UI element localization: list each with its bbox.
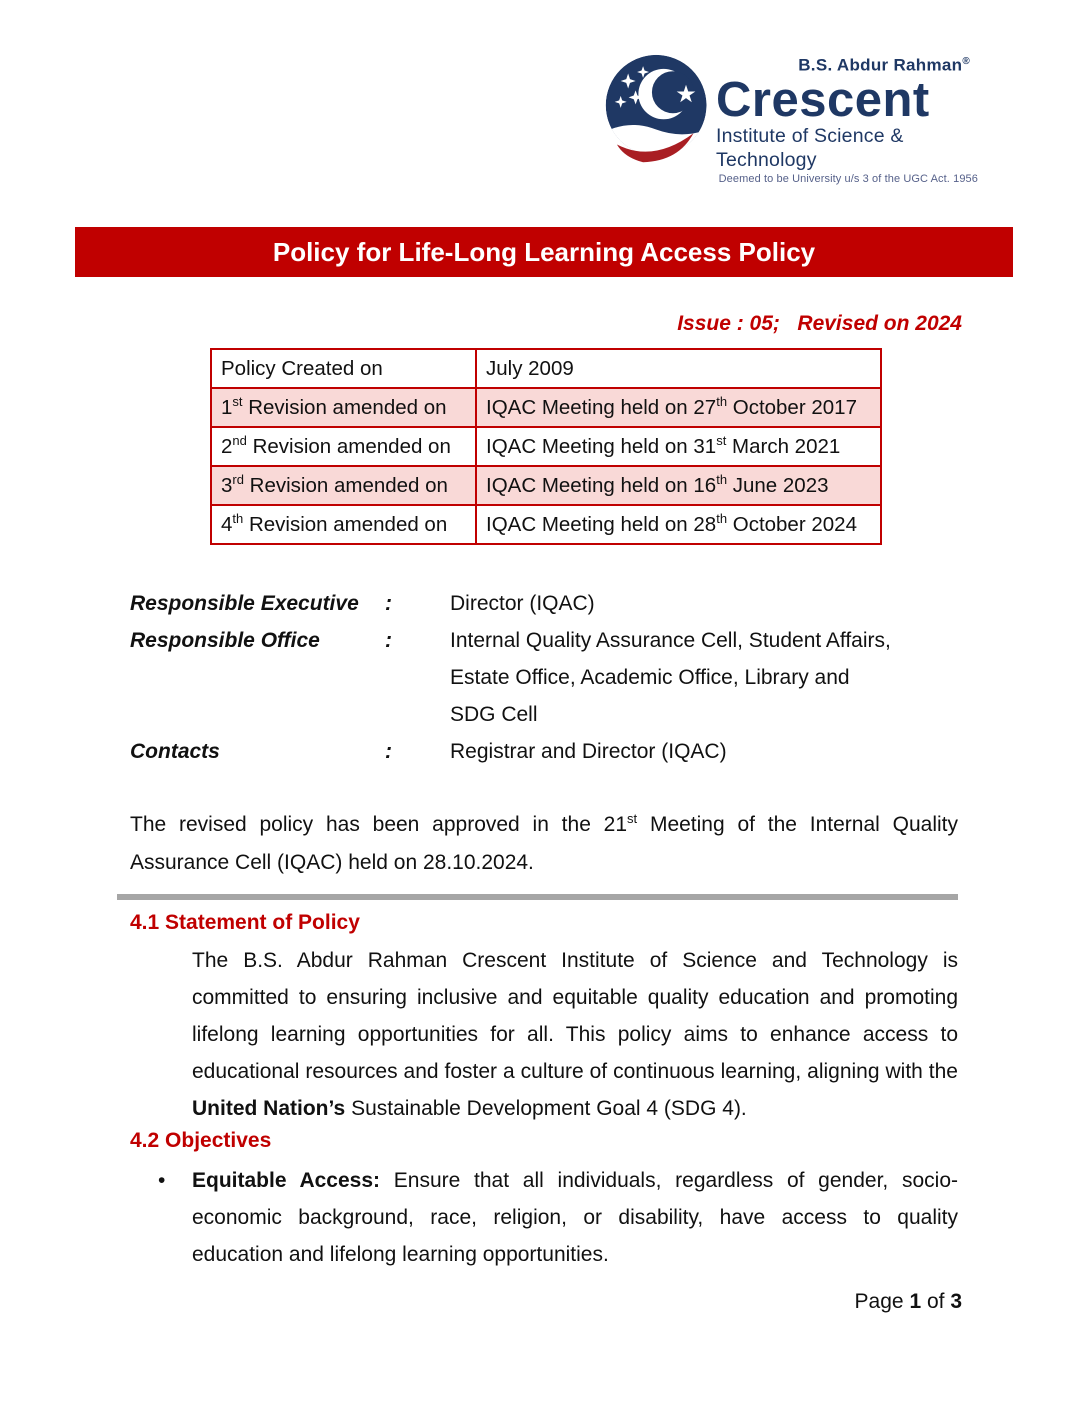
- brand-small-text: B.S. Abdur Rahman: [798, 55, 963, 75]
- footer-page-total: 3: [950, 1290, 962, 1313]
- revision-value-cell: [476, 349, 881, 388]
- cell-text: IQAC Meeting held on 16: [486, 473, 717, 497]
- cell-superscript: st: [232, 393, 243, 409]
- revision-value-cell: [476, 505, 881, 544]
- cell-text: 3: [221, 473, 233, 497]
- cell-text: 1: [221, 395, 233, 419]
- cell-text: October 2024: [727, 512, 857, 536]
- cell-superscript: st: [716, 432, 727, 448]
- footer-text: Page: [854, 1290, 910, 1313]
- cell-text: Revision amended on: [242, 395, 447, 419]
- bullet-lead-text: Equitable Access:: [192, 1169, 381, 1192]
- brand-small-title: [716, 52, 978, 76]
- brand-tagline: Deemed to be University u/s 3 of the UGC Act. 1956: [718, 172, 978, 185]
- institute-logo: [602, 52, 978, 186]
- revision-label-cell: [211, 349, 476, 388]
- table-row: [211, 349, 881, 388]
- cell-text: March 2021: [726, 434, 841, 458]
- cell-superscript: th: [716, 393, 728, 409]
- bullet-marker: •: [158, 1169, 166, 1192]
- revision-value-cell: [476, 388, 881, 427]
- revision-value-cell: [476, 427, 881, 466]
- cell-superscript: th: [232, 510, 244, 526]
- brand-subtitle: Institute of Science & Technology: [716, 124, 904, 171]
- issue-revision-line: Issue : 05; Revised on 2024: [677, 312, 962, 335]
- paragraph-text: Sustainable Development Goal 4 (SDG 4).: [345, 1097, 747, 1120]
- cell-text: 2: [221, 434, 233, 458]
- paragraph-text: The B.S. Abdur Rahman Crescent Institute of Science and Technology is committed to ensuring inclusive and equitable quality education and promoting lifelong learning opportunities for all. This policy aims to enhance access to educational resources and foster a culture of continuous learning, aligning with the: [192, 949, 958, 1083]
- cell-text: June 2023: [727, 473, 829, 497]
- bullet-body-text: Ensure that all individuals, regardless of gender, socio-economic background, race, religion, or disability, have access to quality education and lifelong learning opportunities.: [192, 1169, 958, 1266]
- section-divider: [117, 894, 958, 900]
- bullet-text: [192, 1162, 958, 1273]
- info-label: Responsible Office: [130, 629, 320, 652]
- cell-text: Policy Created on: [221, 356, 383, 380]
- page-number-footer: [855, 1290, 962, 1314]
- crescent-logo-icon: [602, 52, 714, 166]
- registered-mark: ®: [962, 56, 970, 67]
- cell-text: July 2009: [486, 356, 574, 380]
- responsibility-block: [130, 585, 960, 770]
- info-separator: :: [385, 592, 392, 615]
- cell-superscript: th: [716, 510, 728, 526]
- cell-text: Revision amended on: [243, 473, 448, 497]
- info-label: Contacts: [130, 740, 220, 763]
- table-row: [211, 388, 881, 427]
- paragraph-bold-text: United Nation’s: [192, 1097, 346, 1120]
- objective-bullet-item: [158, 1162, 958, 1273]
- brand-large-title: Crescent: [716, 72, 930, 127]
- table-row: [211, 427, 881, 466]
- table-row: [211, 466, 881, 505]
- cell-text: October 2017: [727, 395, 857, 419]
- cell-text: IQAC Meeting held on 28: [486, 512, 717, 536]
- info-separator: :: [385, 740, 392, 763]
- cell-superscript: nd: [232, 432, 247, 448]
- revision-value-cell: [476, 466, 881, 505]
- approval-text: The revised policy has been approved in the 21: [130, 813, 628, 836]
- footer-text: of: [921, 1290, 951, 1313]
- logo-text-block: [716, 52, 978, 186]
- cell-text: 4: [221, 512, 233, 536]
- info-value-line: Registrar and Director (IQAC): [450, 740, 727, 763]
- info-row-responsible-executive: [130, 585, 960, 622]
- info-value-line: Internal Quality Assurance Cell, Student Affairs,: [450, 629, 891, 652]
- cell-superscript: th: [716, 471, 728, 487]
- revision-label-cell: [211, 427, 476, 466]
- revision-label-cell: [211, 505, 476, 544]
- info-value: [450, 585, 960, 622]
- info-value-line: Director (IQAC): [450, 592, 595, 615]
- info-row-contacts: [130, 733, 960, 770]
- cell-text: Revision amended on: [246, 434, 451, 458]
- revision-label-cell: [211, 466, 476, 505]
- info-value: [450, 622, 960, 733]
- section-41-paragraph: [192, 942, 958, 1127]
- approval-paragraph: [130, 806, 958, 882]
- approval-superscript: st: [627, 811, 638, 826]
- policy-title-banner: Policy for Life-Long Learning Access Policy: [75, 227, 1013, 277]
- revision-history-table: [210, 348, 882, 545]
- cell-text: Revision amended on: [243, 512, 448, 536]
- info-value-line: Estate Office, Academic Office, Library and: [450, 666, 850, 689]
- info-value: [450, 733, 960, 770]
- info-label: Responsible Executive: [130, 592, 359, 615]
- revision-label-cell: [211, 388, 476, 427]
- section-42-heading: 4.2 Objectives: [130, 1129, 272, 1152]
- section-41-heading: 4.1 Statement of Policy: [130, 911, 360, 934]
- approval-text: Meeting of the Internal Quality Assurance Cell (IQAC) held on 28.10.2024.: [130, 813, 958, 874]
- cell-superscript: rd: [232, 471, 244, 487]
- table-row: [211, 505, 881, 544]
- info-value-line: SDG Cell: [450, 703, 538, 726]
- cell-text: IQAC Meeting held on 27: [486, 395, 717, 419]
- cell-text: IQAC Meeting held on 31: [486, 434, 717, 458]
- footer-page-number: 1: [909, 1290, 922, 1313]
- info-separator: :: [385, 629, 392, 652]
- info-row-responsible-office: [130, 622, 960, 733]
